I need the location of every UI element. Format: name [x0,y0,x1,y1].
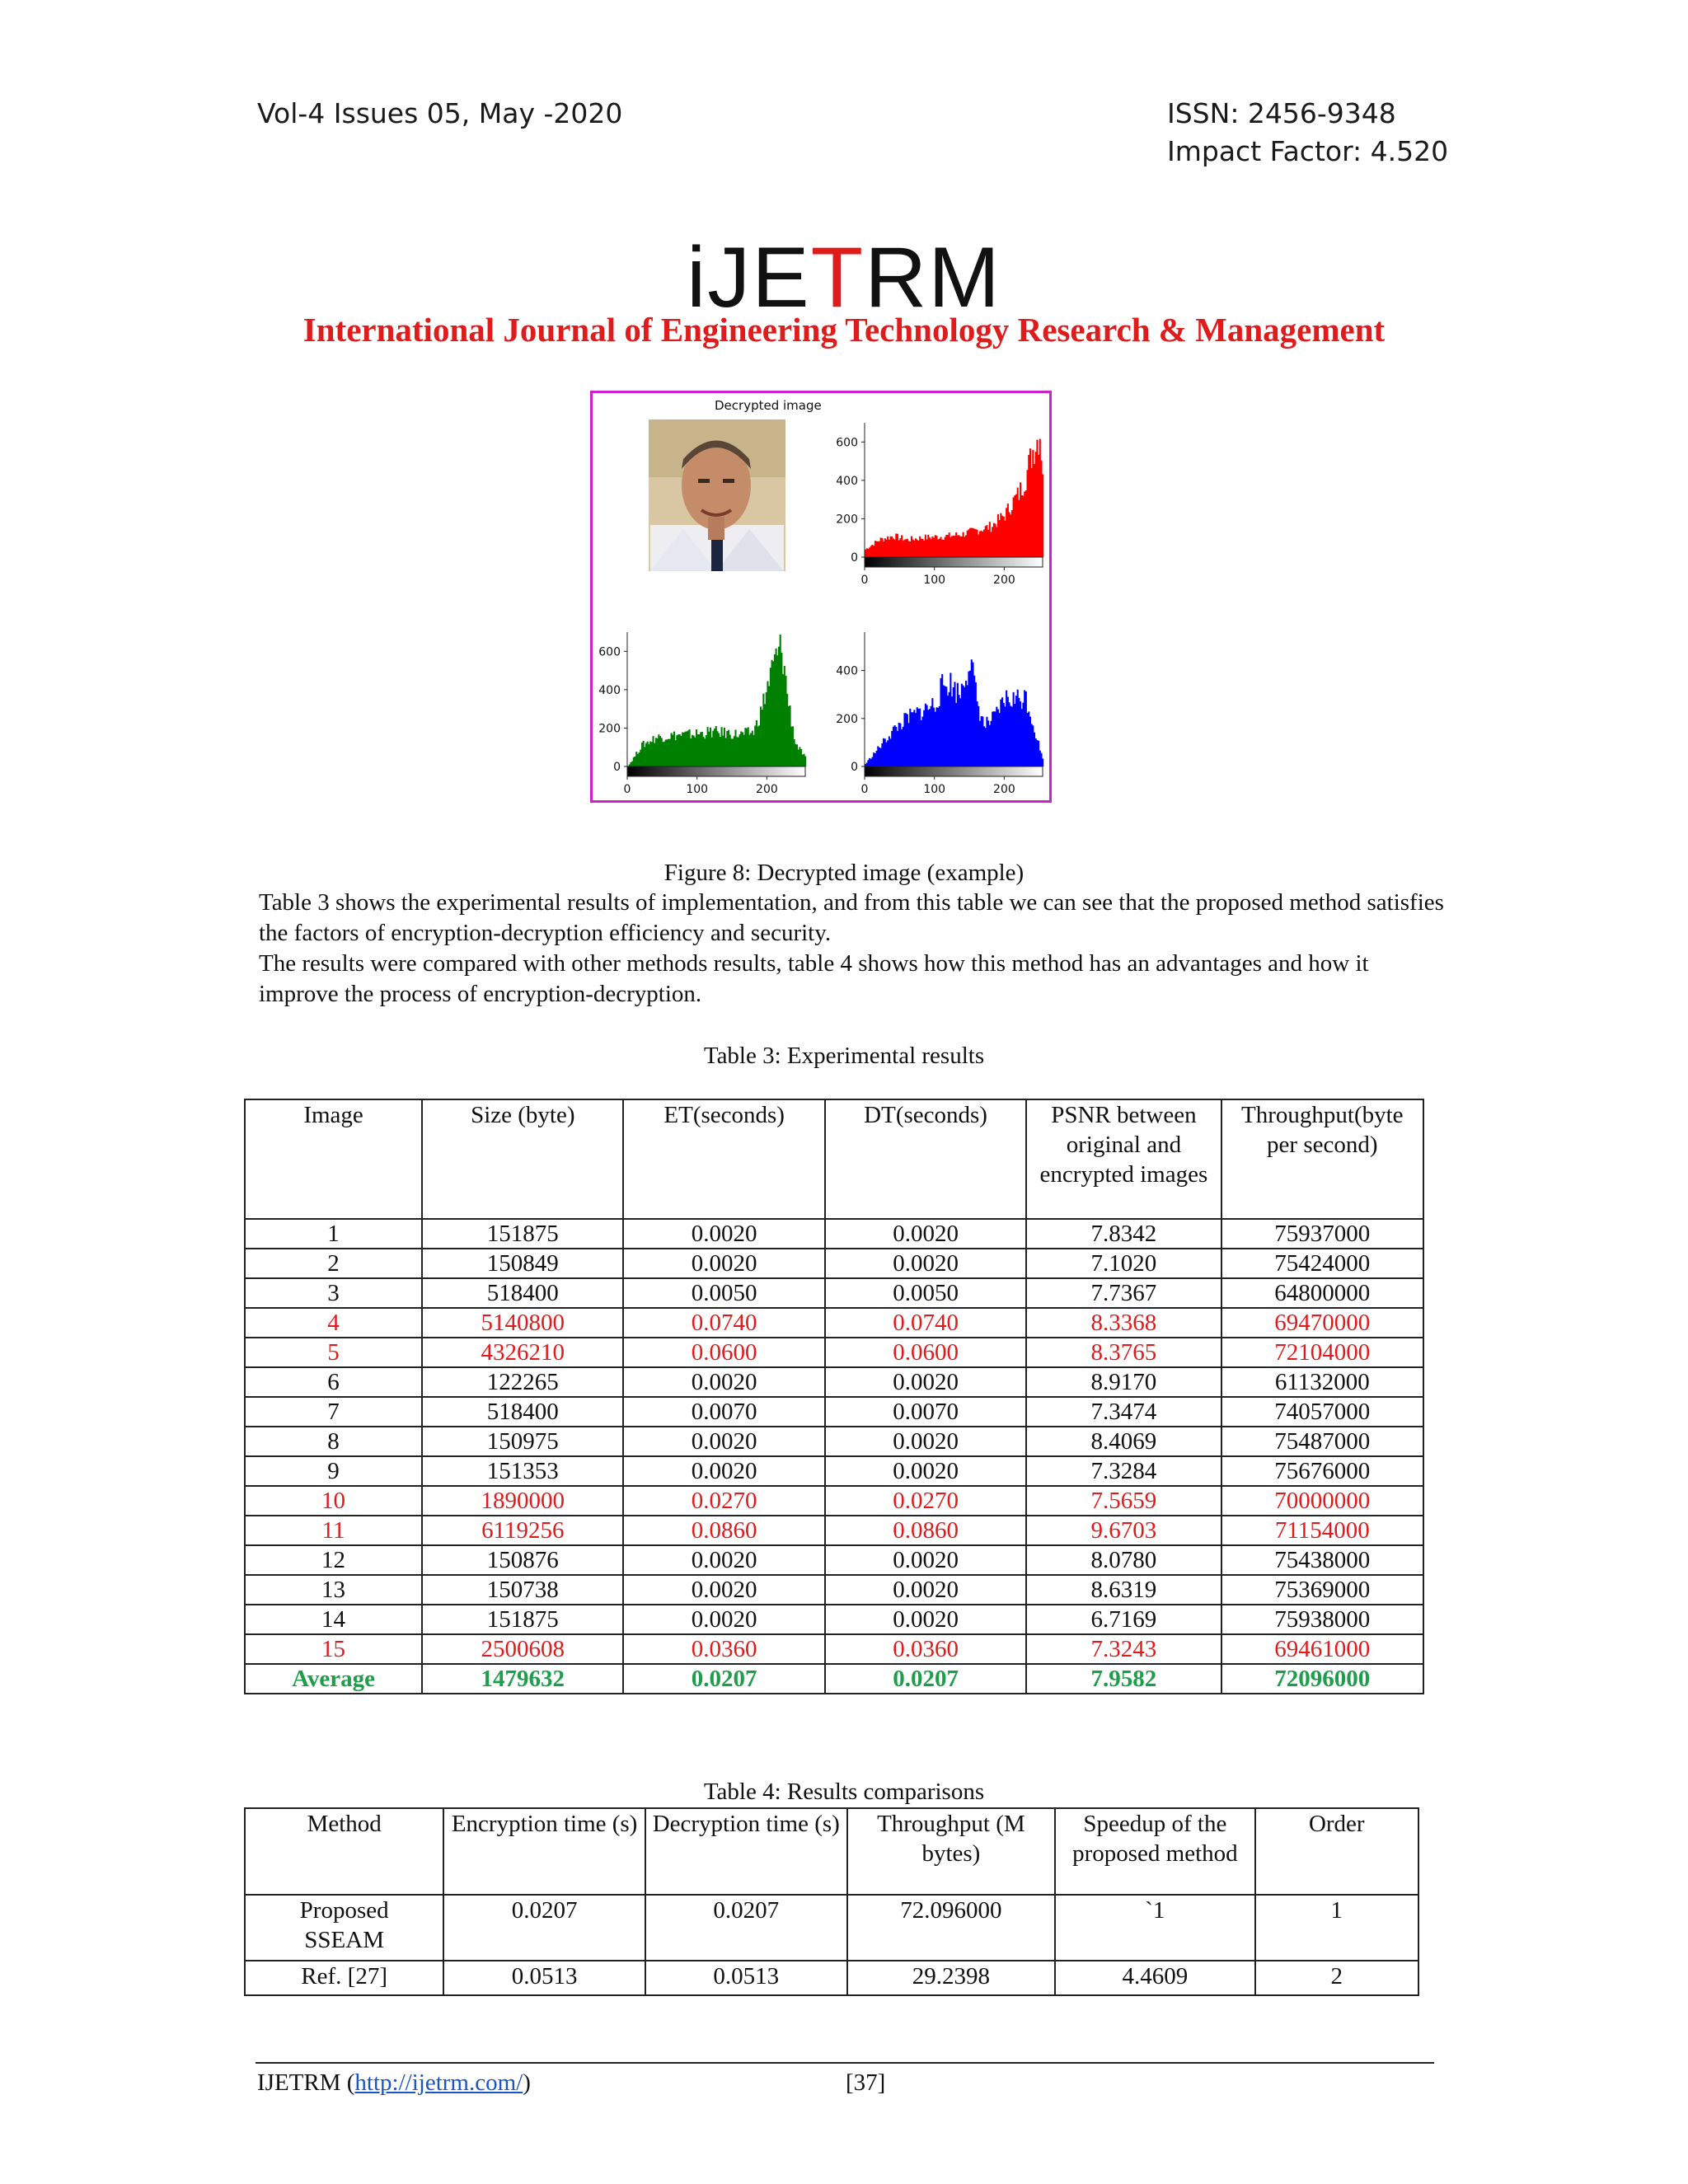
table3-cell: 75438000 [1221,1545,1423,1575]
table3-cell: 1479632 [422,1664,623,1694]
table3-cell: 151353 [422,1456,623,1486]
table3-cell: 0.0020 [825,1219,1026,1249]
table3-cell: 0.0020 [623,1249,824,1278]
table3-row [245,1308,1423,1338]
table3-cell: 0.0020 [623,1545,824,1575]
table3-cell: 5 [245,1338,422,1367]
table3-cell: 0.0360 [825,1634,1026,1664]
table3-cell: 150876 [422,1545,623,1575]
table3-cell: 8.4069 [1026,1427,1221,1456]
table3-cell: 7.5659 [1026,1486,1221,1516]
y-tick-label: 0 [851,761,858,774]
table3-cell: 1 [245,1219,422,1249]
table3-cell: 7.1020 [1026,1249,1221,1278]
table3-cell: 0.0020 [825,1367,1026,1397]
hist-bar [804,757,806,766]
table3-cell: 69461000 [1221,1634,1423,1664]
table3-header-cell: PSNR between original and encrypted images [1026,1099,1221,1219]
table3-row [245,1367,1423,1397]
table3-cell: 9 [245,1456,422,1486]
table3-cell: 4 [245,1308,422,1338]
footer-page-number: [37] [846,2069,886,2096]
logo-text-part3: RM [865,230,1001,326]
table3-cell: 0.0270 [623,1486,824,1516]
table4-results-comparisons [244,1807,1419,1996]
table3-cell: 0.0020 [623,1427,824,1456]
table3-cell: 150738 [422,1575,623,1605]
table3-row [245,1278,1423,1308]
portrait-image [649,419,785,571]
table3-cell: 0.0020 [825,1427,1026,1456]
table4-body [245,1895,1418,1995]
hist-bar [1042,758,1043,766]
table3-cell: 0.0020 [825,1456,1026,1486]
table3-cell: 0.0020 [623,1605,824,1634]
table3-row [245,1397,1423,1427]
table4-cell: `1 [1055,1895,1254,1961]
table3-cell: 0.0020 [623,1575,824,1605]
table3-cell: 7.3474 [1026,1397,1221,1427]
table3-row [245,1456,1423,1486]
table3-cell: 7.9582 [1026,1664,1221,1694]
table3-cell: 151875 [422,1219,623,1249]
table3-cell: 8.0780 [1026,1545,1221,1575]
table3-cell: 8 [245,1427,422,1456]
figure-svg [593,393,1054,805]
table3-row [245,1219,1423,1249]
table4-header-row [245,1808,1418,1895]
table3-cell: 5140800 [422,1308,623,1338]
table4-row [245,1961,1418,1995]
y-tick-label: 200 [598,722,621,736]
table3-cell: 0.0020 [623,1219,824,1249]
journal-title: International Journal of Engineering Technology Research & Management [302,311,1386,349]
table3-cell: 7.3243 [1026,1634,1221,1664]
table3-header-row [245,1099,1423,1219]
y-tick-label: 0 [851,551,858,565]
table3-cell: 14 [245,1605,422,1634]
panel-title: Decrypted image [715,398,822,413]
table3-cell: 0.0360 [623,1634,824,1664]
table4-header-cell: Encryption time (s) [443,1808,645,1895]
header-impact-factor: Impact Factor: 4.520 [1167,135,1449,167]
table3-row [245,1427,1423,1456]
table3-cell: 72096000 [1221,1664,1423,1694]
table3-cell: 8.3368 [1026,1308,1221,1338]
table4-cell: 2 [1255,1961,1418,1995]
table4-cell: 1 [1255,1895,1418,1961]
table3-caption: Table 3: Experimental results [703,1043,985,1069]
y-tick-label: 400 [836,664,858,678]
x-tick-label: 100 [923,574,946,587]
table3-row [245,1575,1423,1605]
table3-cell: 0.0020 [825,1545,1026,1575]
x-tick-label: 0 [623,783,631,796]
table3-cell: 6119256 [422,1516,623,1545]
table3-cell: Average [245,1664,422,1694]
table3-cell: 0.0600 [623,1338,824,1367]
table3-cell: 70000000 [1221,1486,1423,1516]
table4-caption: Table 4: Results comparisons [703,1779,985,1805]
table3-cell: 0.0020 [825,1575,1026,1605]
table3-cell: 8.6319 [1026,1575,1221,1605]
footer-link[interactable]: http://ijetrm.com/ [354,2069,523,2096]
table3-cell: 2500608 [422,1634,623,1664]
x-tick-label: 200 [993,574,1015,587]
table3-cell: 2 [245,1249,422,1278]
logo-text-part2: T [810,230,865,326]
footer-journal: IJETRM (http://ijetrm.com/) [257,2069,531,2096]
y-tick-label: 200 [836,513,858,527]
table3-cell: 75937000 [1221,1219,1423,1249]
table3-cell: 150849 [422,1249,623,1278]
table3-header-cell: Size (byte) [422,1099,623,1219]
table3-cell: 72104000 [1221,1338,1423,1367]
table3-cell: 7.3284 [1026,1456,1221,1486]
table3-cell: 75369000 [1221,1575,1423,1605]
table3-cell: 0.0070 [825,1397,1026,1427]
table3-cell: 0.0207 [825,1664,1026,1694]
table4-header-cell: Speedup of the proposed method [1055,1808,1254,1895]
table3-header-cell: Throughput(byte per second) [1221,1099,1423,1219]
table3-average-row [245,1664,1423,1694]
table3-header-cell: Image [245,1099,422,1219]
table3-cell: 71154000 [1221,1516,1423,1545]
x-tick-label: 200 [993,783,1015,796]
hist-blue [836,632,1043,796]
table3-cell: 15 [245,1634,422,1664]
table3-cell: 0.0020 [623,1367,824,1397]
table3-row [245,1605,1423,1634]
footer-journal-name: IJETRM [257,2069,341,2096]
table3-cell: 0.0860 [825,1516,1026,1545]
hist-bar [1042,474,1043,557]
table4-cell: 29.2398 [847,1961,1056,1995]
table3-cell: 6 [245,1367,422,1397]
y-tick-label: 400 [598,683,621,697]
x-tick-label: 100 [923,783,946,796]
header-issn-block [1167,95,1448,171]
colorbar-strip [865,766,1043,776]
table3-cell: 0.0740 [623,1308,824,1338]
y-tick-label: 0 [613,761,621,774]
y-tick-label: 200 [836,712,858,726]
table3-cell: 518400 [422,1278,623,1308]
y-tick-label: 600 [598,645,621,659]
table3-cell: 75938000 [1221,1605,1423,1634]
x-tick-label: 0 [860,574,869,587]
table3-header-cell: DT(seconds) [825,1099,1026,1219]
figure-decrypted-image [590,391,1052,803]
hist-green [598,632,806,796]
table3-cell: 0.0020 [825,1249,1026,1278]
table4-cell: 72.096000 [847,1895,1056,1961]
table3-cell: 74057000 [1221,1397,1423,1427]
table3-cell: 0.0740 [825,1308,1026,1338]
table3-cell: 75424000 [1221,1249,1423,1278]
table3-cell: 150975 [422,1427,623,1456]
table3-row [245,1516,1423,1545]
table3-cell: 0.0207 [623,1664,824,1694]
table3-row [245,1338,1423,1367]
table3-cell: 69470000 [1221,1308,1423,1338]
table3-cell: 13 [245,1575,422,1605]
table4-header-cell: Throughput (M bytes) [847,1808,1056,1895]
table4-header-cell: Order [1255,1808,1418,1895]
table4-cell: Proposed SSEAM [245,1895,443,1961]
table3-header-cell: ET(seconds) [623,1099,824,1219]
table3-cell: 4326210 [422,1338,623,1367]
table3-cell: 0.0860 [623,1516,824,1545]
paragraph-2: The results were compared with other methods results, table 4 shows how this method has an advantages and how it improve the process of encryption-decryption. [259,950,1369,1007]
x-tick-label: 0 [860,783,869,796]
table4-cell: 0.0207 [645,1895,847,1961]
table3-cell: 64800000 [1221,1278,1423,1308]
logo-text-part1: iJE [687,230,811,326]
table3-cell: 0.0600 [825,1338,1026,1367]
footer-rule [256,2062,1434,2064]
figure-caption: Figure 8: Decrypted image (example) [663,860,1025,886]
table3-cell: 3 [245,1278,422,1308]
hist-red [836,423,1043,587]
header-volume: Vol-4 Issues 05, May -2020 [257,97,623,129]
table3-cell: 518400 [422,1397,623,1427]
table3-cell: 6.7169 [1026,1605,1221,1634]
table3-row [245,1545,1423,1575]
table3-cell: 0.0270 [825,1486,1026,1516]
x-tick-label: 100 [686,783,709,796]
colorbar-strip [627,766,805,776]
table3-cell: 7 [245,1397,422,1427]
table3-experimental-results [244,1099,1424,1694]
table3-cell: 8.9170 [1026,1367,1221,1397]
table3-cell: 75676000 [1221,1456,1423,1486]
table3-body [245,1219,1423,1694]
table4-cell: 4.4609 [1055,1961,1254,1995]
table3-cell: 0.0020 [623,1456,824,1486]
table3-cell: 10 [245,1486,422,1516]
y-tick-label: 600 [836,436,858,450]
colorbar-strip [865,557,1043,567]
y-tick-label: 400 [836,474,858,488]
table3-cell: 7.8342 [1026,1219,1221,1249]
table3-row [245,1486,1423,1516]
table4-header-cell: Method [245,1808,443,1895]
table4-cell: 0.0513 [443,1961,645,1995]
table3-cell: 75487000 [1221,1427,1423,1456]
table3-cell: 7.7367 [1026,1278,1221,1308]
table3-cell: 122265 [422,1367,623,1397]
table3-row [245,1249,1423,1278]
table4-cell: 0.0207 [443,1895,645,1961]
table3-cell: 1890000 [422,1486,623,1516]
table3-row [245,1634,1423,1664]
table4-row [245,1895,1418,1961]
table3-cell: 12 [245,1545,422,1575]
table4-cell: Ref. [27] [245,1961,443,1995]
table3-cell: 151875 [422,1605,623,1634]
table3-cell: 0.0020 [825,1605,1026,1634]
table3-cell: 0.0050 [825,1278,1026,1308]
paragraph-1: Table 3 shows the experimental results of implementation, and from this table we can see that the proposed method satisfies the factors of encryption-decryption efficiency and security. [259,889,1444,946]
table3-cell: 0.0050 [623,1278,824,1308]
table3-cell: 0.0070 [623,1397,824,1427]
table3-cell: 8.3765 [1026,1338,1221,1367]
table4-cell: 0.0513 [645,1961,847,1995]
table3-cell: 9.6703 [1026,1516,1221,1545]
table4-header-cell: Decryption time (s) [645,1808,847,1895]
header-issn: ISSN: 2456-9348 [1167,97,1396,129]
table3-cell: 11 [245,1516,422,1545]
x-tick-label: 200 [756,783,778,796]
table3-cell: 61132000 [1221,1367,1423,1397]
